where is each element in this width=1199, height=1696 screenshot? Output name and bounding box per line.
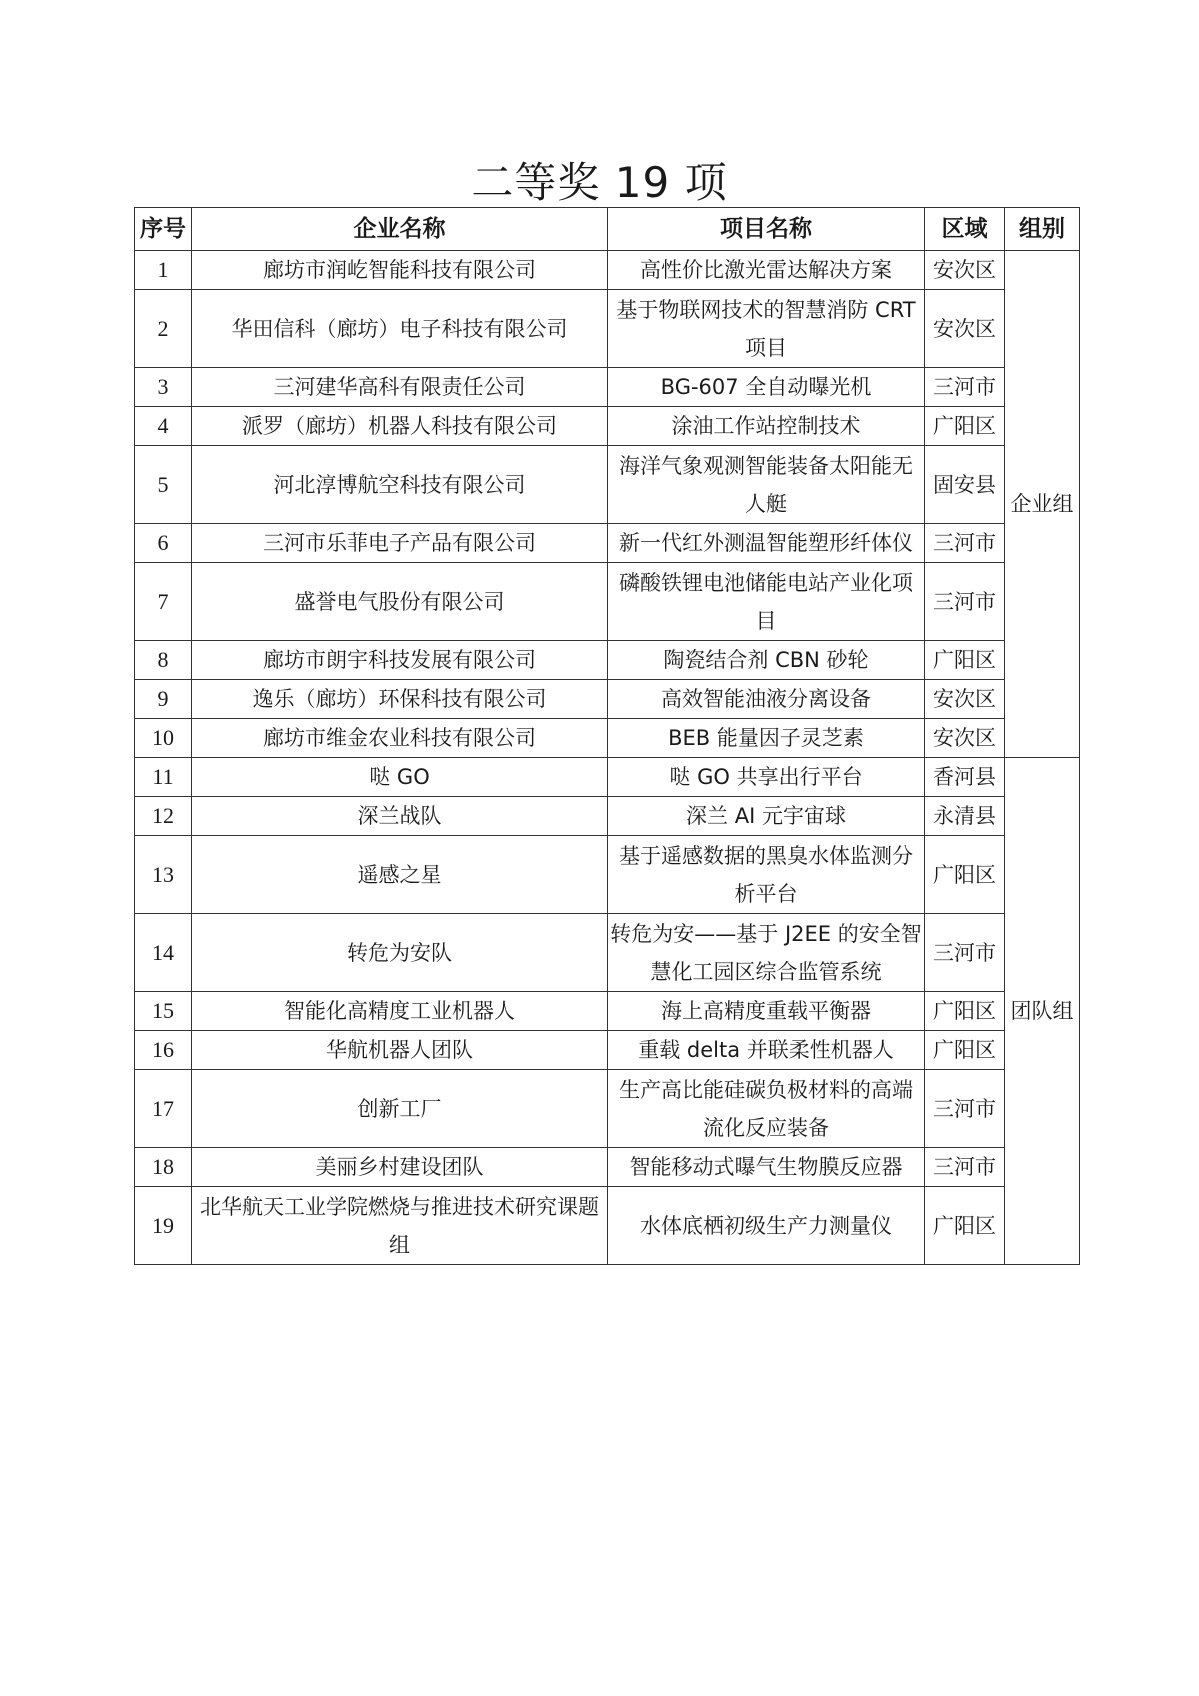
row-number: 4 bbox=[135, 407, 192, 446]
table-header-row bbox=[135, 208, 1080, 251]
region: 永清县 bbox=[925, 797, 1005, 836]
row-number: 1 bbox=[135, 251, 192, 290]
row-number: 12 bbox=[135, 797, 192, 836]
table-row bbox=[135, 680, 1080, 719]
page-title: 二等奖 19 项 bbox=[471, 158, 728, 207]
company-name: 智能化高精度工业机器人 bbox=[192, 992, 608, 1031]
project-name: 深兰 AI 元宇宙球 bbox=[608, 797, 925, 836]
company-name: 派罗（廊坊）机器人科技有限公司 bbox=[192, 407, 608, 446]
table-row bbox=[135, 446, 1080, 524]
row-number: 11 bbox=[135, 758, 192, 797]
row-number: 8 bbox=[135, 641, 192, 680]
company-name: 三河市乐菲电子产品有限公司 bbox=[192, 524, 608, 563]
table-row bbox=[135, 1031, 1080, 1070]
region: 安次区 bbox=[925, 290, 1005, 368]
company-name: 华田信科（廊坊）电子科技有限公司 bbox=[192, 290, 608, 368]
region: 安次区 bbox=[925, 719, 1005, 758]
company-name: 美丽乡村建设团队 bbox=[192, 1148, 608, 1187]
region: 广阳区 bbox=[925, 1187, 1005, 1265]
row-number: 5 bbox=[135, 446, 192, 524]
project-name: 陶瓷结合剂 CBN 砂轮 bbox=[608, 641, 925, 680]
region: 三河市 bbox=[925, 914, 1005, 992]
region: 安次区 bbox=[925, 251, 1005, 290]
project-name: 涂油工作站控制技术 bbox=[608, 407, 925, 446]
project-name: 转危为安——基于 J2EE 的安全智慧化工园区综合监管系统 bbox=[608, 914, 925, 992]
region: 三河市 bbox=[925, 563, 1005, 641]
region: 广阳区 bbox=[925, 836, 1005, 914]
project-name: 高效智能油液分离设备 bbox=[608, 680, 925, 719]
table-row bbox=[135, 719, 1080, 758]
region: 固安县 bbox=[925, 446, 1005, 524]
row-number: 9 bbox=[135, 680, 192, 719]
company-name: 盛誉电气股份有限公司 bbox=[192, 563, 608, 641]
header-group: 组别 bbox=[1005, 208, 1080, 251]
group-cell: 企业组 bbox=[1005, 251, 1080, 758]
project-name: 基于物联网技术的智慧消防 CRT 项目 bbox=[608, 290, 925, 368]
row-number: 19 bbox=[135, 1187, 192, 1265]
row-number: 14 bbox=[135, 914, 192, 992]
row-number: 15 bbox=[135, 992, 192, 1031]
project-name: BG-607 全自动曝光机 bbox=[608, 368, 925, 407]
row-number: 7 bbox=[135, 563, 192, 641]
company-name: 华航机器人团队 bbox=[192, 1031, 608, 1070]
company-name: 遥感之星 bbox=[192, 836, 608, 914]
table-row bbox=[135, 407, 1080, 446]
table-row bbox=[135, 914, 1080, 992]
project-name: 磷酸铁锂电池储能电站产业化项目 bbox=[608, 563, 925, 641]
region: 广阳区 bbox=[925, 407, 1005, 446]
header-region: 区域 bbox=[925, 208, 1005, 251]
project-name: BEB 能量因子灵芝素 bbox=[608, 719, 925, 758]
table-row bbox=[135, 836, 1080, 914]
project-name: 重载 delta 并联柔性机器人 bbox=[608, 1031, 925, 1070]
table-row bbox=[135, 251, 1080, 290]
table-row bbox=[135, 368, 1080, 407]
region: 香河县 bbox=[925, 758, 1005, 797]
company-name: 创新工厂 bbox=[192, 1070, 608, 1148]
table-row bbox=[135, 524, 1080, 563]
row-number: 16 bbox=[135, 1031, 192, 1070]
company-name: 深兰战队 bbox=[192, 797, 608, 836]
company-name: 哒 GO bbox=[192, 758, 608, 797]
region: 安次区 bbox=[925, 680, 1005, 719]
company-name: 廊坊市润屹智能科技有限公司 bbox=[192, 251, 608, 290]
row-number: 6 bbox=[135, 524, 192, 563]
region: 广阳区 bbox=[925, 992, 1005, 1031]
table-row bbox=[135, 1187, 1080, 1265]
table-row bbox=[135, 758, 1080, 797]
row-number: 2 bbox=[135, 290, 192, 368]
company-name: 北华航天工业学院燃烧与推进技术研究课题组 bbox=[192, 1187, 608, 1265]
region: 三河市 bbox=[925, 1070, 1005, 1148]
region: 广阳区 bbox=[925, 641, 1005, 680]
project-name: 哒 GO 共享出行平台 bbox=[608, 758, 925, 797]
row-number: 17 bbox=[135, 1070, 192, 1148]
table-row bbox=[135, 992, 1080, 1031]
table-row bbox=[135, 641, 1080, 680]
table-row bbox=[135, 290, 1080, 368]
region: 三河市 bbox=[925, 1148, 1005, 1187]
region: 广阳区 bbox=[925, 1031, 1005, 1070]
project-name: 海洋气象观测智能装备太阳能无人艇 bbox=[608, 446, 925, 524]
project-name: 水体底栖初级生产力测量仪 bbox=[608, 1187, 925, 1265]
company-name: 逸乐（廊坊）环保科技有限公司 bbox=[192, 680, 608, 719]
table-row bbox=[135, 1070, 1080, 1148]
project-name: 海上高精度重载平衡器 bbox=[608, 992, 925, 1031]
company-name: 廊坊市维金农业科技有限公司 bbox=[192, 719, 608, 758]
company-name: 转危为安队 bbox=[192, 914, 608, 992]
company-name: 廊坊市朗宇科技发展有限公司 bbox=[192, 641, 608, 680]
group-cell: 团队组 bbox=[1005, 758, 1080, 1265]
project-name: 高性价比激光雷达解决方案 bbox=[608, 251, 925, 290]
row-number: 10 bbox=[135, 719, 192, 758]
table-row bbox=[135, 1148, 1080, 1187]
table-row bbox=[135, 797, 1080, 836]
header-no: 序号 bbox=[135, 208, 192, 251]
award-table bbox=[134, 207, 1080, 1265]
header-project: 项目名称 bbox=[608, 208, 925, 251]
row-number: 18 bbox=[135, 1148, 192, 1187]
header-company: 企业名称 bbox=[192, 208, 608, 251]
table-row bbox=[135, 563, 1080, 641]
company-name: 三河建华高科有限责任公司 bbox=[192, 368, 608, 407]
project-name: 生产高比能硅碳负极材料的高端流化反应装备 bbox=[608, 1070, 925, 1148]
company-name: 河北淳博航空科技有限公司 bbox=[192, 446, 608, 524]
region: 三河市 bbox=[925, 368, 1005, 407]
region: 三河市 bbox=[925, 524, 1005, 563]
row-number: 3 bbox=[135, 368, 192, 407]
project-name: 基于遥感数据的黑臭水体监测分析平台 bbox=[608, 836, 925, 914]
project-name: 新一代红外测温智能塑形纤体仪 bbox=[608, 524, 925, 563]
project-name: 智能移动式曝气生物膜反应器 bbox=[608, 1148, 925, 1187]
row-number: 13 bbox=[135, 836, 192, 914]
